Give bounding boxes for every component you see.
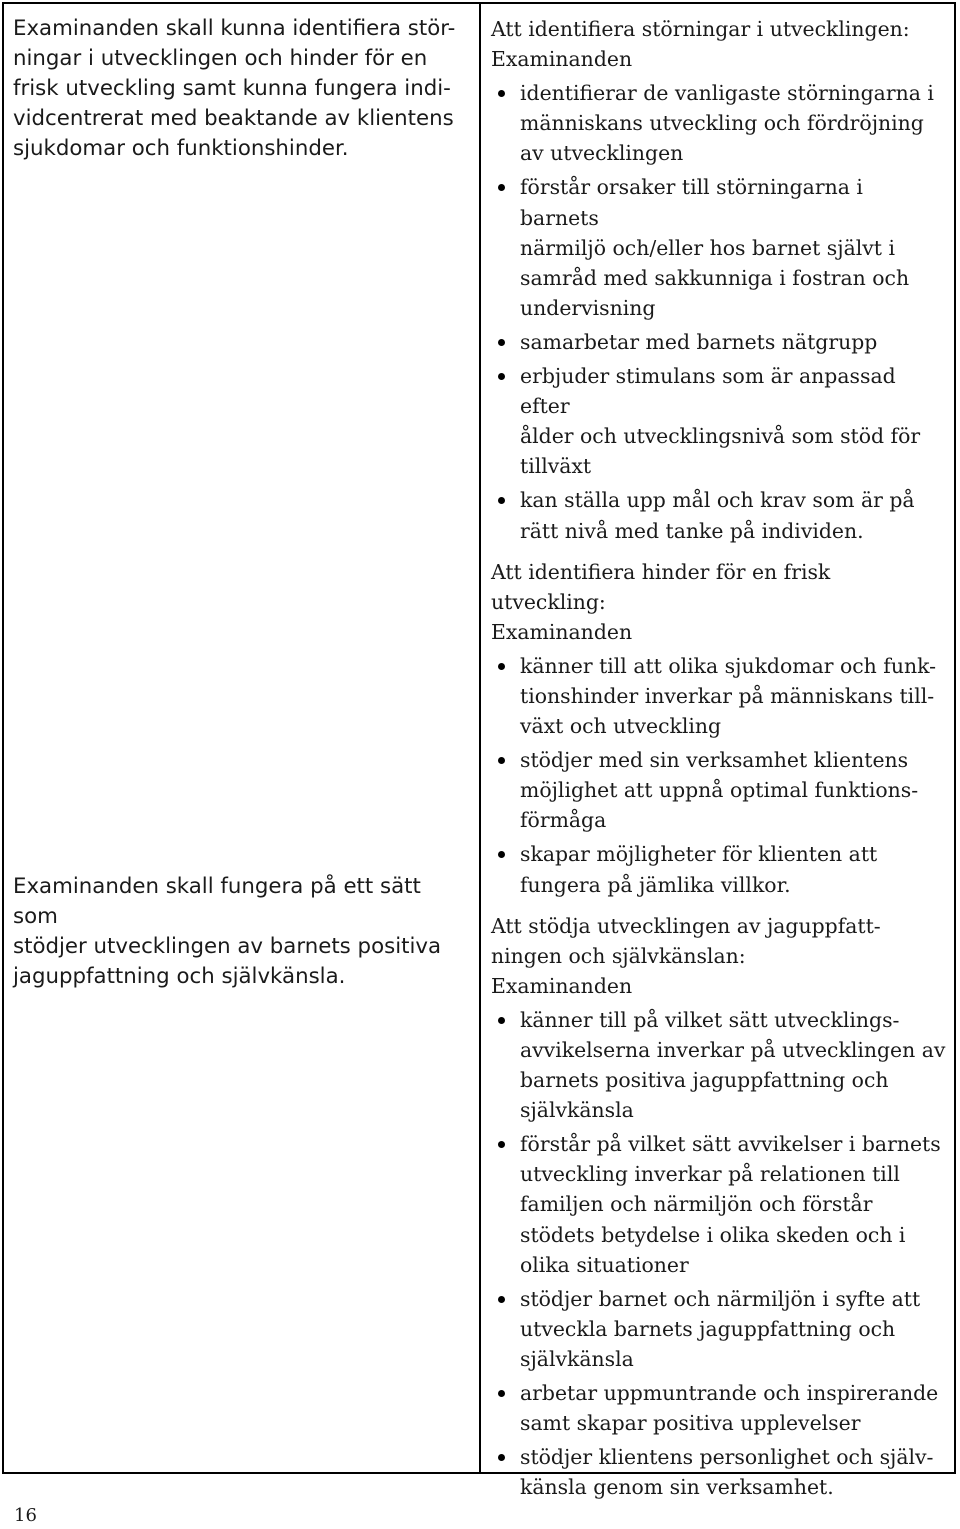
list-item <box>491 1129 947 1279</box>
left-text-block-1: Examinanden skall kunna identifiera stör- ningar i utvecklingen och hinder för en frisk utveckling samt kunna fungera indi- vidcentrerat med beaktande av klientens sjukdomar och funktionshinder. <box>13 16 456 162</box>
left-text-block-2: Examinanden skall fungera på ett sätt som stödjer utvecklingen av barnets positiva jaguppfattning och självkänsla. <box>13 874 442 990</box>
list-item-text: förstår orsaker till störningarna i barnets närmiljö och/eller hos barnet självt i samråd med sakkunniga i fostran och undervisning <box>520 175 910 320</box>
list-item-text: stödjer barnet och närmiljön i syfte att utveckla barnets jaguppfattning och självkänsla <box>520 1286 921 1371</box>
section-subtitle: Examinanden <box>491 973 633 998</box>
list-item <box>491 78 947 168</box>
list-item-text: förstår på vilket sätt avvikelser i barnets utveckling inverkar på relationen till familjen och närmiljön och förstår stödets betydelse i olika skeden och i olika situationer <box>520 1132 941 1277</box>
section-disturbances <box>491 14 947 546</box>
list-item <box>491 172 947 322</box>
section-title: Att identifiera störningar i utvecklingen: <box>491 17 910 41</box>
list-item <box>491 651 947 741</box>
section-subtitle: Examinanden <box>491 619 633 644</box>
right-column <box>491 14 947 1513</box>
list-item <box>491 1442 947 1502</box>
list-item-text: känner till på vilket sätt utvecklings- avvikelserna inverkar på utvecklingen av barnets positiva jaguppfattning och självkänsla <box>520 1007 946 1123</box>
list-item-text: samarbetar med barnets nätgrupp <box>520 329 878 354</box>
bullet-icon <box>498 1296 505 1303</box>
list-item <box>491 1284 947 1374</box>
list-item <box>491 1378 947 1438</box>
bullet-icon <box>498 497 505 504</box>
bullet-icon <box>498 851 505 858</box>
list-item-text: stödjer klientens personlighet och själv- känsla genom sin verksamhet. <box>520 1445 934 1500</box>
list-item <box>491 839 947 899</box>
section-self-image <box>491 911 947 1503</box>
left-column <box>13 14 468 990</box>
list-item <box>491 327 947 357</box>
list-item <box>491 485 947 545</box>
bullet-icon <box>498 1141 505 1148</box>
bullet-icon <box>498 757 505 764</box>
column-divider <box>479 2 481 1474</box>
bullet-icon <box>498 1390 505 1397</box>
list-item-text: känner till att olika sjukdomar och funk- tionshinder inverkar på människans till- växt och utveckling <box>520 653 936 739</box>
section-obstacles <box>491 557 947 900</box>
bullet-icon <box>498 1454 505 1461</box>
list-item-text: identifierar de vanligaste störningarna i människans utveckling och fördröjning av utvecklingen <box>520 81 934 166</box>
bullet-list <box>491 1005 947 1503</box>
section-title: Att stödja utvecklingen av jaguppfatt- ningen och självkänslan: <box>491 913 881 968</box>
bullet-icon <box>498 90 505 97</box>
bullet-list <box>491 78 947 545</box>
list-item-text: skapar möjligheter för klienten att fungera på jämlika villkor. <box>520 842 878 897</box>
bullet-icon <box>498 184 505 191</box>
section-subtitle: Examinanden <box>491 47 633 72</box>
list-item-text: kan ställa upp mål och krav som är på rätt nivå med tanke på individen. <box>520 488 915 543</box>
list-item-text: arbetar uppmuntrande och inspirerande samt skapar positiva upplevelser <box>520 1381 939 1436</box>
bullet-icon <box>498 373 505 380</box>
bullet-icon <box>498 663 505 670</box>
list-item <box>491 1005 947 1125</box>
list-item <box>491 361 947 481</box>
bullet-icon <box>498 1017 505 1024</box>
list-item-text: erbjuder stimulans som är anpassad efter ålder och utvecklingsnivå som stöd för tillväxt <box>520 364 921 479</box>
page-number: 16 <box>14 1505 37 1526</box>
section-title: Att identifiera hinder för en frisk utveckling: <box>491 559 831 614</box>
bullet-list <box>491 651 947 900</box>
list-item-text: stödjer med sin verksamhet klientens möjlighet att uppnå optimal funktions- förmåga <box>520 748 919 833</box>
bullet-icon <box>498 339 505 346</box>
list-item <box>491 745 947 835</box>
